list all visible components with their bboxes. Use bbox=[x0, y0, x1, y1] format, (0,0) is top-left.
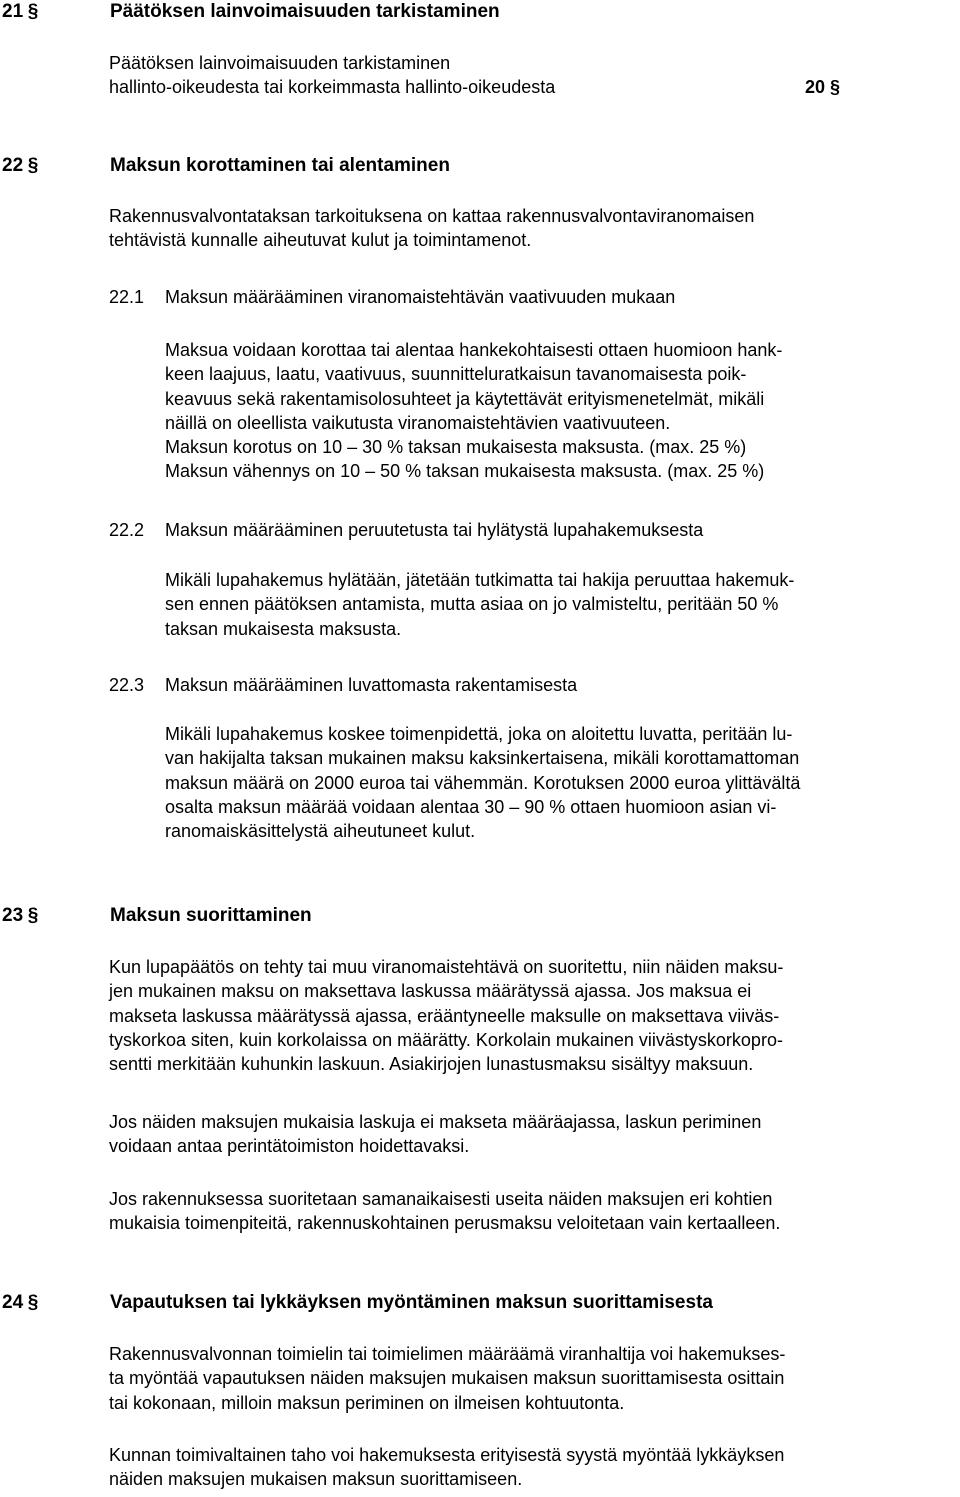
subsection-22-3-heading bbox=[109, 673, 577, 697]
section-23-paragraph-3 bbox=[109, 1187, 780, 1236]
section-23-paragraph-1 bbox=[109, 955, 783, 1076]
paragraph-line: taksan mukaisesta maksusta. bbox=[165, 618, 402, 639]
paragraph-line: keavuus sekä rakentamisolosuhteet ja käytettävät erityismenetelmät, mikäli bbox=[165, 388, 765, 409]
paragraph-line: tyskorkoa siten, kuin korkolaissa on määrätty. Korkolain mukainen viivästyskorkopro- bbox=[109, 1029, 783, 1050]
section-number: 23 bbox=[2, 905, 24, 926]
paragraph-line: maksun määrä on 2000 euroa tai vähemmän. Korotuksen 2000 euroa ylittävältä bbox=[165, 772, 801, 793]
paragraph-line: Maksua voidaan korottaa tai alentaa hankekohtaisesti ottaen huomioon hank- bbox=[165, 340, 783, 360]
paragraph-line: sen ennen päätöksen antamista, mutta asiaa on jo valmisteltu, peritään 50 % bbox=[165, 594, 779, 615]
paragraph-line: voidaan antaa perintätoimiston hoidettavaksi. bbox=[109, 1136, 470, 1157]
paragraph-line: Mikäli lupahakemus hylätään, jätetään tutkimatta tai hakija peruuttaa hakemuk- bbox=[165, 570, 795, 590]
paragraph-line: osalta maksun määrää voidaan alentaa 30 – 90 % ottaen huomioon asian vi- bbox=[165, 796, 777, 817]
subsection-number: 22.1 bbox=[109, 287, 145, 307]
section-title: Maksun suorittaminen bbox=[110, 905, 312, 926]
paragraph-line: Rakennusvalvonnan toimielin tai toimielimen määräämä viranhaltija voi hakemukses- bbox=[109, 1344, 786, 1364]
paragraph-line: Rakennusvalvontataksan tarkoituksena on kattaa rakennusvalvontaviranomaisen bbox=[109, 206, 755, 226]
paragraph-line: ta myöntää vapautuksen näiden maksujen mukaisen maksun suorittamisesta osittain bbox=[109, 1368, 785, 1389]
subsection-title: Maksun määrääminen viranomaistehtävän vaativuuden mukaan bbox=[165, 287, 676, 307]
paragraph-line: keen laajuus, laatu, vaativuus, suunnitteluratkaisun tavanomaisesta poik- bbox=[165, 364, 747, 385]
section-22-heading bbox=[2, 154, 450, 178]
section-24-heading bbox=[2, 1291, 713, 1315]
paragraph-line: ranomaiskäsittelystä aiheutuneet kulut. bbox=[165, 821, 476, 842]
section-title: Vapautuksen tai lykkäyksen myöntäminen maksun suorittamisesta bbox=[110, 1292, 713, 1313]
subsection-title: Maksun määrääminen luvattomasta rakentamisesta bbox=[165, 675, 578, 695]
paragraph-line: sentti merkitään kuhunkin laskuun. Asiakirjojen lunastusmaksu sisältyy maksuun. bbox=[109, 1054, 754, 1075]
paragraph-line: Maksun korotus on 10 – 30 % taksan mukaisesta maksusta. (max. 25 %) bbox=[165, 437, 747, 458]
paragraph-line: Maksun vähennys on 10 – 50 % taksan mukaisesta maksusta. (max. 25 %) bbox=[165, 461, 765, 482]
section-title: Päätöksen lainvoimaisuuden tarkistaminen bbox=[110, 1, 500, 22]
paragraph-line: Jos rakennuksessa suoritetaan samanaikaisesti useita näiden maksujen eri kohtien bbox=[109, 1189, 773, 1209]
subsection-title: Maksun määrääminen peruutetusta tai hylätystä lupahakemuksesta bbox=[165, 520, 704, 540]
section-number: 21 bbox=[2, 1, 24, 22]
section-symbol: § bbox=[27, 1, 39, 22]
subsection-number: 22.2 bbox=[109, 520, 145, 540]
section-22-intro bbox=[109, 204, 754, 253]
section-symbol: § bbox=[27, 1292, 39, 1313]
toc-page-reference: 20 § bbox=[805, 77, 841, 98]
paragraph-line: mukaisia toimenpiteitä, rakennuskohtainen perusmaksu veloitetaan vain kertaalleen. bbox=[109, 1213, 781, 1234]
section-number: 24 bbox=[2, 1292, 24, 1313]
section-24-paragraph-1 bbox=[109, 1342, 785, 1415]
section-number: 22 bbox=[2, 155, 24, 176]
paragraph-line: tehtävistä kunnalle aiheutuvat kulut ja toimintamenot. bbox=[109, 230, 532, 251]
subsection-number: 22.3 bbox=[109, 675, 145, 695]
subsection-22-1-heading bbox=[109, 285, 675, 309]
paragraph-line: Kunnan toimivaltainen taho voi hakemuksesta erityisestä syystä myöntää lykkäyksen bbox=[109, 1445, 785, 1465]
paragraph-line: van hakijalta taksan mukainen maksu kaksinkertaisena, mikäli korottamattoman bbox=[165, 748, 800, 769]
subsection-22-2-heading bbox=[109, 518, 703, 542]
paragraph-line: Jos näiden maksujen mukaisia laskuja ei makseta määräajassa, laskun periminen bbox=[109, 1112, 762, 1132]
paragraph-line: näillä on oleellista vaikutusta viranomaistehtävien vaativuuteen. bbox=[165, 412, 671, 433]
subsection-22-3-body bbox=[165, 722, 800, 843]
toc-line: Päätöksen lainvoimaisuuden tarkistaminen bbox=[109, 53, 451, 73]
toc-line: hallinto-oikeudesta tai korkeimmasta hallinto-oikeudesta bbox=[109, 77, 556, 98]
section-23-heading bbox=[2, 904, 312, 928]
section-23-paragraph-2 bbox=[109, 1110, 761, 1159]
subsection-22-1-body bbox=[165, 338, 782, 484]
section-symbol: § bbox=[27, 905, 39, 926]
paragraph-line: tai kokonaan, milloin maksun periminen on ilmeisen kohtuutonta. bbox=[109, 1392, 625, 1413]
paragraph-line: Kun lupapäätös on tehty tai muu viranomaistehtävä on suoritettu, niin näiden maksu- bbox=[109, 957, 784, 977]
section-symbol: § bbox=[27, 155, 39, 176]
section-21-heading bbox=[2, 0, 500, 24]
paragraph-line: näiden maksujen mukaisen maksun suorittamiseen. bbox=[109, 1469, 523, 1490]
section-title: Maksun korottaminen tai alentaminen bbox=[110, 155, 450, 176]
paragraph-line: makseta laskussa määrätyssä ajassa, erääntyneelle maksulle on maksettava viiväs- bbox=[109, 1005, 780, 1026]
subsection-22-2-body bbox=[165, 568, 794, 641]
paragraph-line: Mikäli lupahakemus koskee toimenpidettä, joka on aloitettu luvatta, peritään lu- bbox=[165, 724, 793, 744]
section-21-toc bbox=[109, 51, 840, 100]
section-24-paragraph-2 bbox=[109, 1443, 784, 1492]
paragraph-line: jen mukainen maksu on maksettava laskussa määrätyssä ajassa. Jos maksua ei bbox=[109, 981, 752, 1002]
